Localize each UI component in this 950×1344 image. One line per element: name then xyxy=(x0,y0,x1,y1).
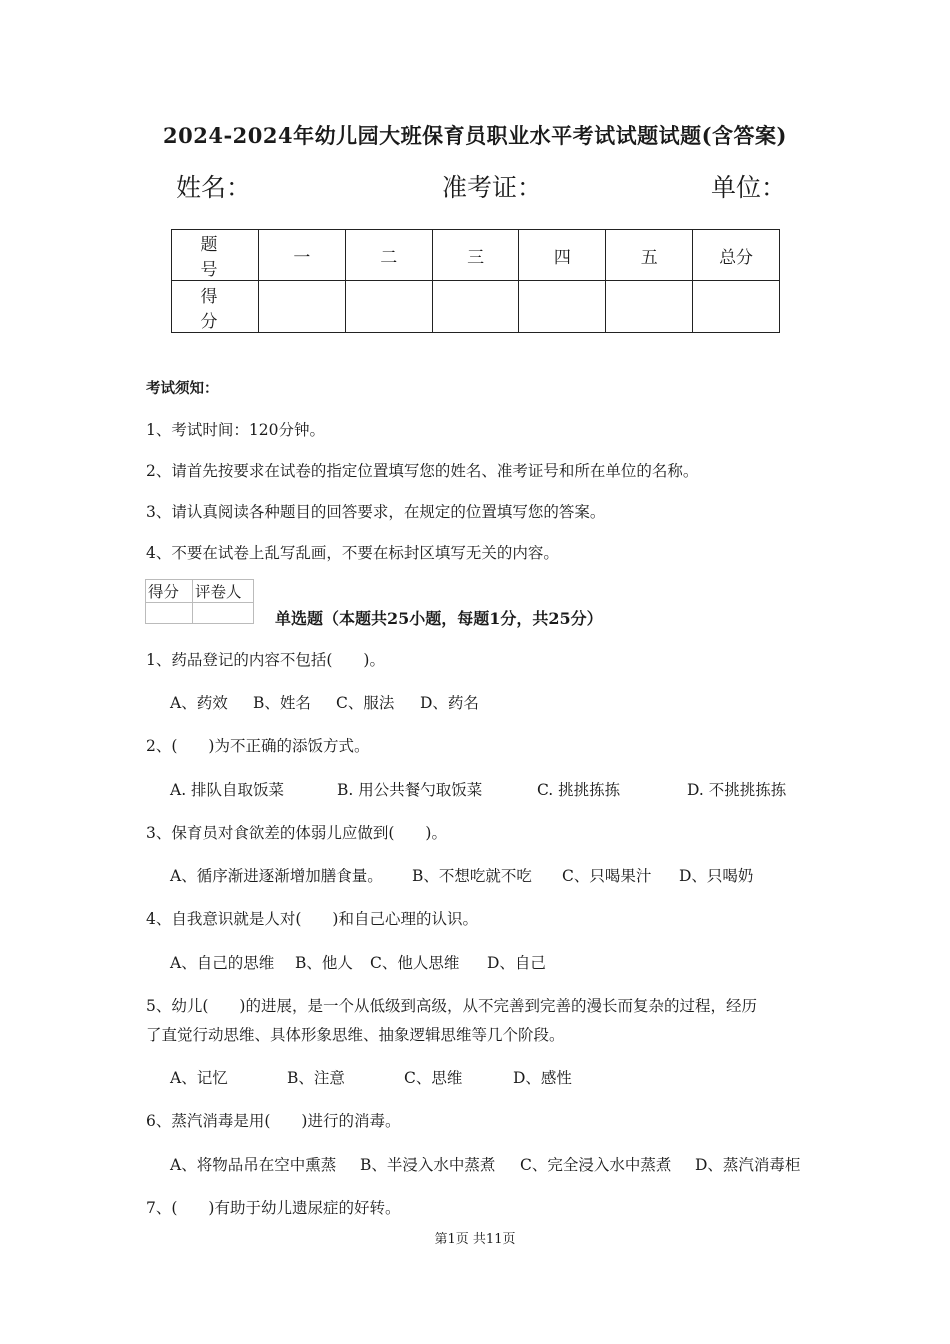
notice-item: 3、请认真阅读各种题目的回答要求，在规定的位置填写您的答案。 xyxy=(146,503,606,521)
option: B、他人 xyxy=(295,954,353,972)
column-header-total: 总分 xyxy=(693,230,780,281)
score-cell xyxy=(259,281,346,333)
score-table-score-row xyxy=(172,281,780,333)
question-text: 7、( )有助于幼儿遗尿症的好转。 xyxy=(146,1199,401,1217)
score-cell xyxy=(345,281,432,333)
question-text: 6、蒸汽消毒是用( )进行的消毒。 xyxy=(146,1112,401,1130)
option: C、服法 xyxy=(336,694,395,712)
page-footer: 第1页 共11页 xyxy=(434,1232,516,1247)
option: C、思维 xyxy=(404,1069,463,1087)
option-row xyxy=(170,864,753,886)
option: A、药效 xyxy=(170,694,228,712)
option: D、感性 xyxy=(513,1069,572,1087)
option: C、完全浸入水中蒸煮 xyxy=(520,1156,672,1174)
notice-item: 1、考试时间：120分钟。 xyxy=(146,421,325,439)
question-text: 4、自我意识就是人对( )和自己心理的认识。 xyxy=(146,910,478,928)
question-text: 3、保育员对食欲差的体弱儿应做到( )。 xyxy=(146,824,447,842)
option-row xyxy=(170,778,786,800)
notice-item: 2、请首先按要求在试卷的指定位置填写您的姓名、准考证号和所在单位的名称。 xyxy=(146,462,699,480)
option-row xyxy=(170,1153,800,1175)
column-header: 四 xyxy=(519,230,606,281)
option: B、不想吃就不吃 xyxy=(412,867,532,885)
option: B、半浸入水中蒸煮 xyxy=(360,1156,496,1174)
score-cell xyxy=(432,281,519,333)
page-title: 2024-2024年幼儿园大班保育员职业水平考试试题试题(含答案) xyxy=(163,123,787,148)
score-table-header-row xyxy=(172,230,780,281)
name-label: 姓名： xyxy=(176,173,252,202)
option: A. 排队自取饭菜 xyxy=(170,781,285,799)
option: A、循序渐进逐渐增加膳食量。 xyxy=(170,867,383,885)
grader-score-label: 得分 xyxy=(146,580,193,603)
option: A、将物品吊在空中熏蒸 xyxy=(170,1156,337,1174)
column-header: 三 xyxy=(432,230,519,281)
grader-reviewer-label: 评卷人 xyxy=(193,580,254,603)
option-row xyxy=(170,691,479,713)
option: D. 不挑挑拣拣 xyxy=(687,781,787,799)
exam-number-label: 准考证： xyxy=(442,173,543,202)
option: D、药名 xyxy=(420,694,479,712)
unit-label: 单位： xyxy=(711,173,787,202)
option-row xyxy=(170,1066,572,1088)
option: C. 挑挑拣拣 xyxy=(537,781,621,799)
option: B、注意 xyxy=(287,1069,345,1087)
notice-item: 4、不要在试卷上乱写乱画，不要在标封区填写无关的内容。 xyxy=(146,544,559,562)
score-cell xyxy=(606,281,693,333)
grader-box xyxy=(145,579,254,624)
option: B. 用公共餐勺取饭菜 xyxy=(337,781,483,799)
column-header: 二 xyxy=(345,230,432,281)
grader-reviewer-cell xyxy=(193,603,254,624)
option: B、姓名 xyxy=(253,694,311,712)
section-title: 单选题（本题共25小题，每题1分，共25分） xyxy=(275,609,603,628)
option: D、只喝奶 xyxy=(679,867,754,885)
question-text-continued: 了直觉行动思维、具体形象思维、抽象逻辑思维等几个阶段。 xyxy=(146,1026,565,1044)
question-text: 2、( )为不正确的添饭方式。 xyxy=(146,737,370,755)
option-row xyxy=(170,951,546,973)
notice-heading: 考试须知： xyxy=(146,380,219,397)
grader-score-cell xyxy=(146,603,193,624)
question-text: 1、药品登记的内容不包括( )。 xyxy=(146,651,385,669)
option: A、自己的思维 xyxy=(170,954,275,972)
option: C、他人思维 xyxy=(370,954,460,972)
question-text: 5、幼儿( )的进展，是一个从低级到高级，从不完善到完善的漫长而复杂的过程，经历 xyxy=(146,997,757,1015)
column-header: 五 xyxy=(606,230,693,281)
option: D、蒸汽消毒柜 xyxy=(695,1156,801,1174)
score-table xyxy=(171,229,780,333)
score-cell-total xyxy=(693,281,780,333)
question-number-label: 题 号 xyxy=(172,230,259,281)
option: D、自己 xyxy=(487,954,546,972)
score-cell xyxy=(519,281,606,333)
score-label: 得 分 xyxy=(172,281,259,333)
option: C、只喝果汁 xyxy=(562,867,652,885)
option: A、记忆 xyxy=(170,1069,228,1087)
column-header: 一 xyxy=(259,230,346,281)
